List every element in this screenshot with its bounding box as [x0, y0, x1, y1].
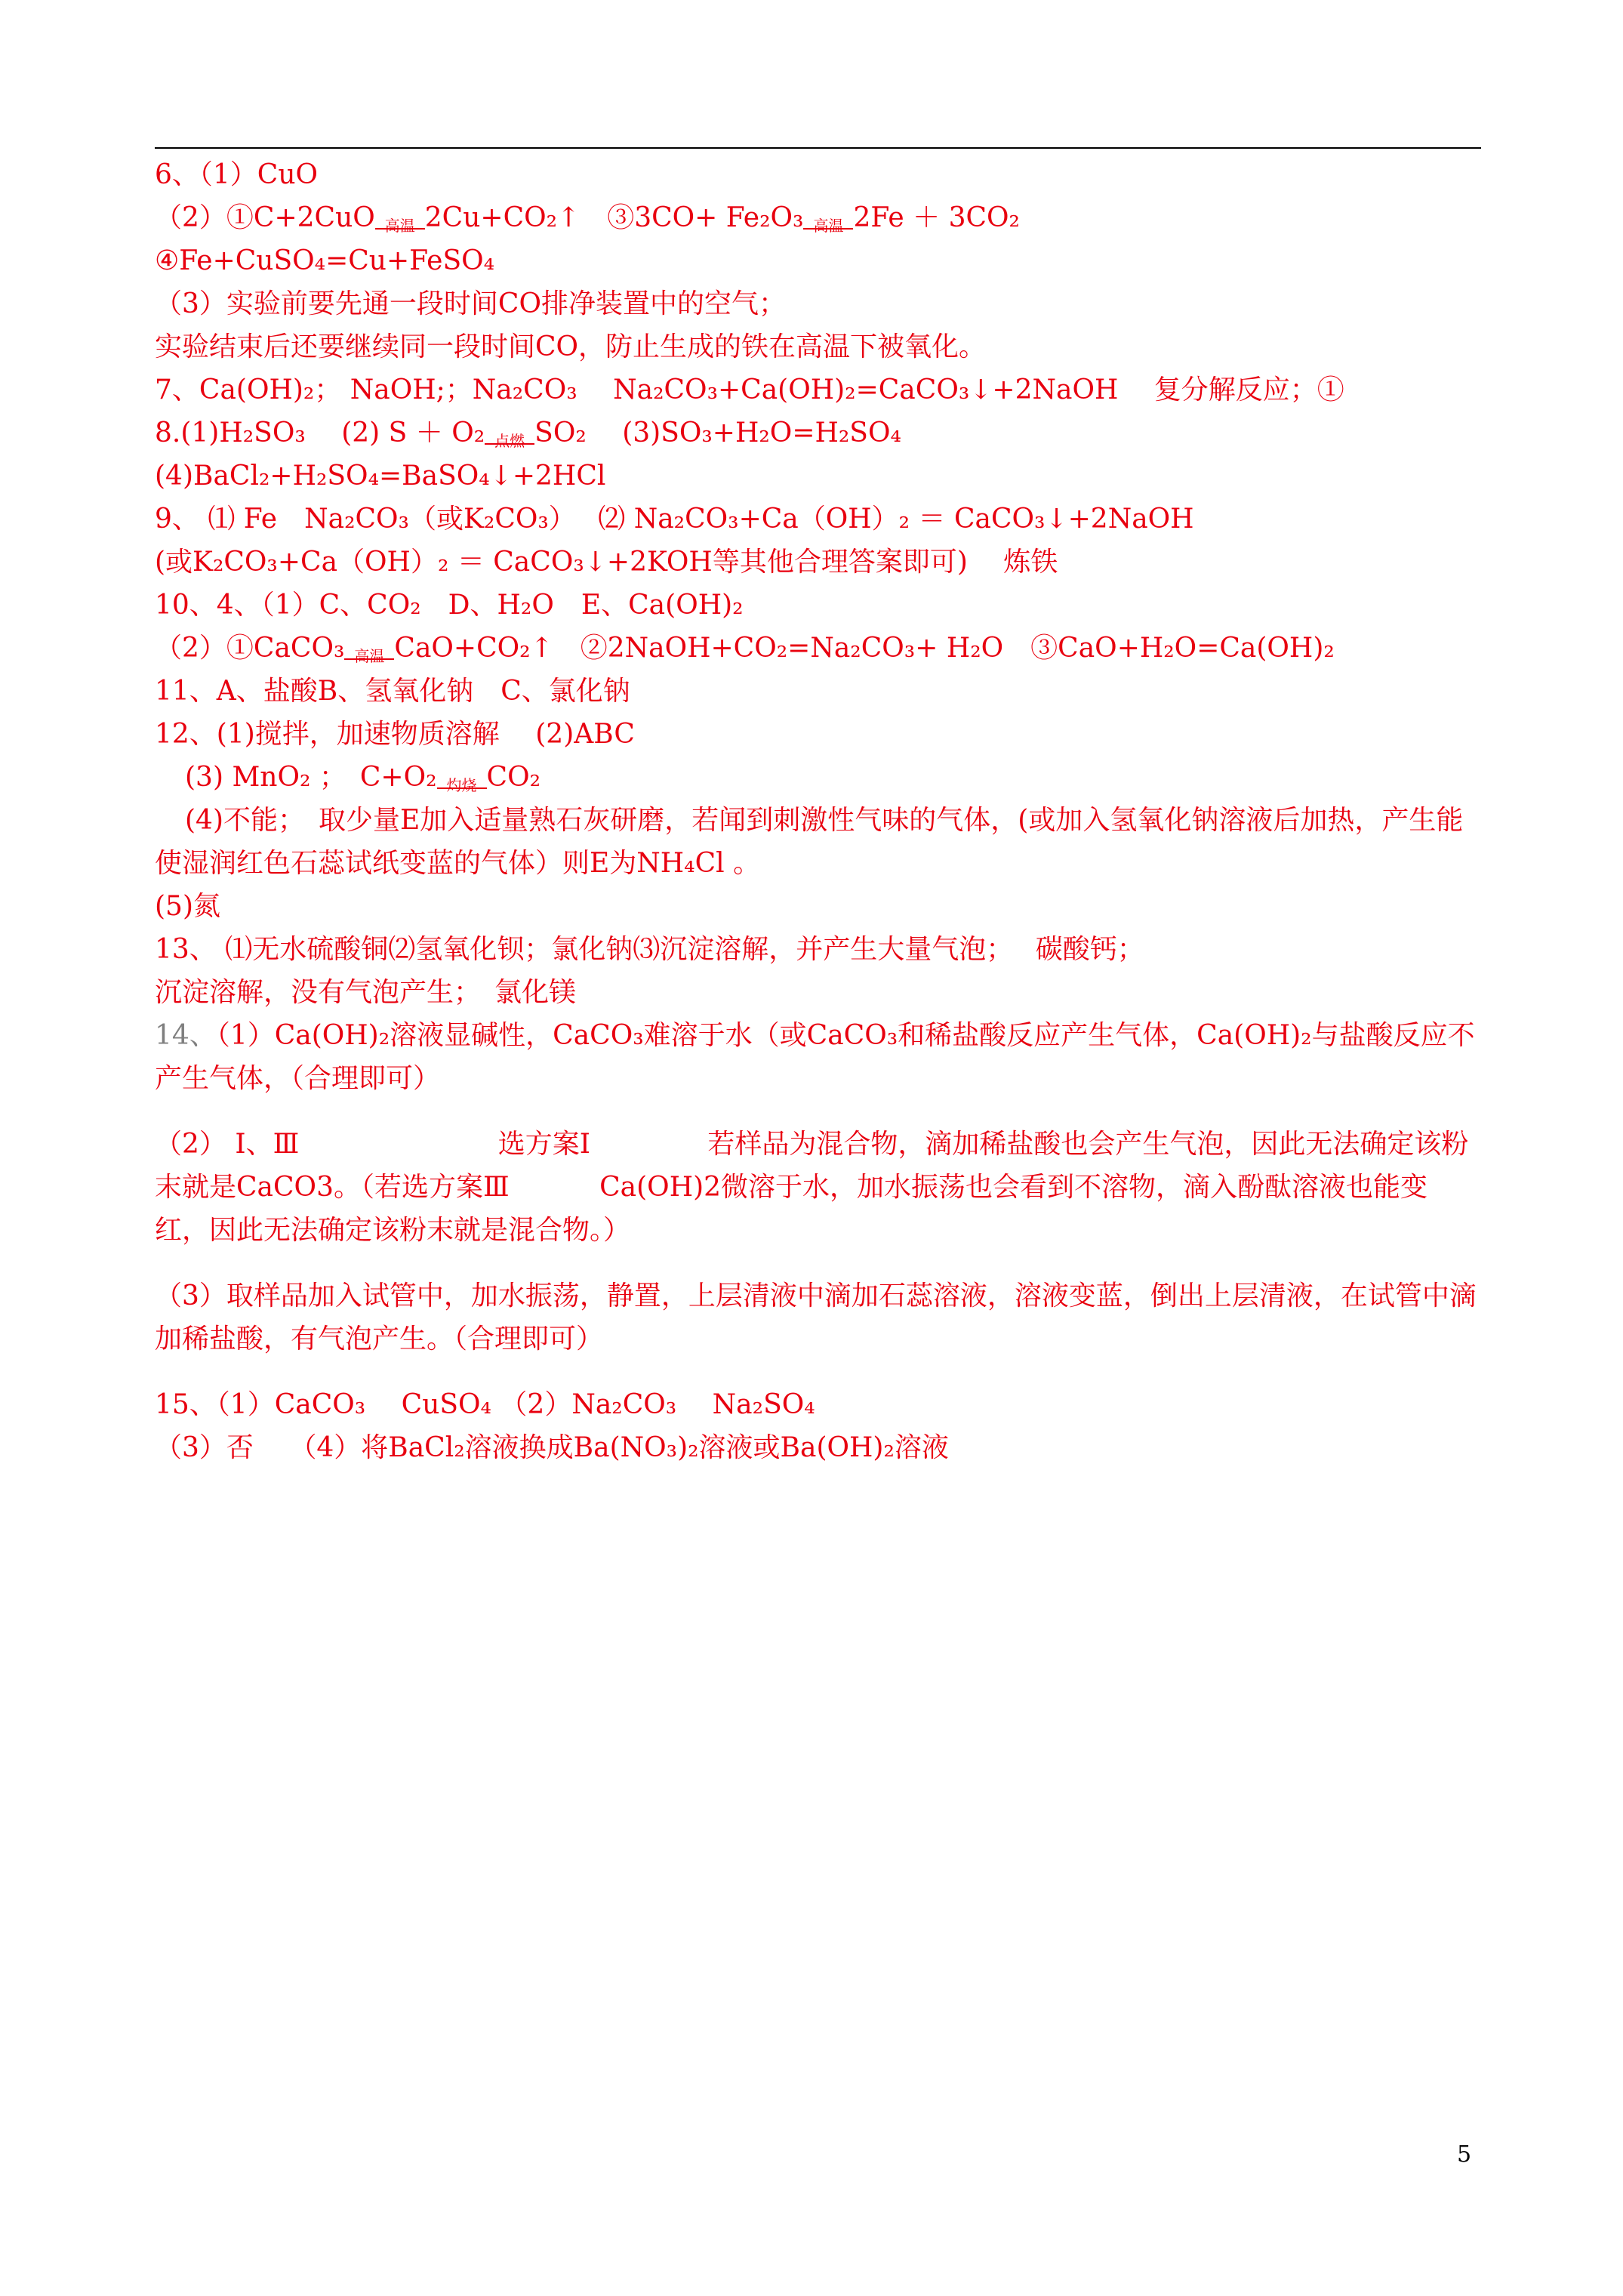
answer-15: 15、（1）CaCO₃ CuSO₄ （2）Na₂CO₃ Na₂SO₄: [155, 1389, 815, 1420]
answer-13-cont: 沉淀溶解，没有气泡产生； 氯化镁: [155, 977, 577, 1008]
answer-11: 11、A、盐酸B、氢氧化钠 C、氯化钠: [155, 676, 630, 707]
answer-8-4: (4)BaCl₂+H₂SO₄=BaSO₄↓+2HCl: [155, 461, 606, 492]
answer-6-3: （3）实验前要先通一段时间CO排净装置中的空气；: [155, 288, 786, 319]
answer-text: [155, 153, 1481, 1469]
answer-14-3: （3）取样品加入试管中，加水振荡，静置，上层清液中滴加石蕊溶液，溶液变蓝，倒出上层清液，在试管中滴加稀盐酸，有气泡产生。（合理即可）: [155, 1281, 1477, 1354]
page-number: 5: [1457, 2141, 1472, 2168]
reaction-condition: 点燃: [485, 440, 534, 442]
answer-12: 12、(1)搅拌，加速物质溶解 (2)ABC: [155, 719, 635, 750]
answer-6-4: ④Fe+CuSO₄=Cu+FeSO₄: [155, 245, 495, 276]
answer-10: 10、4、（1）C、CO₂ D、H₂O E、Ca(OH)₂: [155, 590, 744, 621]
answer-14-1: 14、（1）Ca(OH)₂溶液显碱性，CaCO₃难溶于水（或CaCO₃和稀盐酸反应产生气体，Ca(OH)₂与盐酸反应不产生气体，（合理即可）: [155, 1020, 1475, 1094]
reaction-condition: 高温: [375, 225, 425, 227]
answer-12-5: (5)氮: [155, 891, 220, 922]
answer-12-4: (4)不能； 取少量E加入适量熟石灰研磨，若闻到刺激性气味的气体，(或加入氢氧化钠溶液后加热，产生能使湿润红色石蕊试纸变蓝的气体）则E为NH₄Cl 。: [155, 805, 1464, 879]
answer-15-cont: （3）否 （4）将BaCl₂溶液换成Ba(NO₃)₂溶液或Ba(OH)₂溶液: [155, 1432, 949, 1463]
answer-8: 8.(1)H₂SO₃ (2) S ＋ O₂ 点燃 SO₂ (3)SO₃+H₂O=H₂SO₄: [155, 418, 901, 450]
reaction-condition: 灼烧: [437, 784, 487, 786]
reaction-condition: 高温: [803, 225, 853, 227]
reaction-condition: 高温: [344, 655, 394, 657]
answer-12-3: (3) MnO₂ ； C+O₂ 灼烧 CO₂: [185, 762, 541, 794]
answer-9-cont: (或K₂CO₃+Ca（OH）₂ ＝ CaCO₃↓+2KOH等其他合理答案即可) 炼铁: [155, 547, 1058, 578]
answer-6-2: （2）①C+2CuO 高温 2Cu+CO₂↑ ③3CO+ Fe₂O₃ 高温 2Fe ＋ 3CO₂: [155, 202, 1020, 235]
answer-7: 7、Ca(OH)₂； NaOH;；Na₂CO₃ Na₂CO₃+Ca(OH)₂=CaCO₃↓+2NaOH 复分解反应；①: [155, 374, 1344, 405]
answer-14-2: （2） Ⅰ、Ⅲ 选方案Ⅰ 若样品为混合物，滴加稀盐酸也会产生气泡，因此无法确定该粉末就是CaCO3。（若选方案Ⅲ Ca(OH)2微溶于水，加水振荡也会看到不溶物，滴入酚酞溶液也能变红，因此无法确定该粉末就是混合物。）: [155, 1129, 1469, 1246]
answer-6-1: 6、（1）CuO: [155, 159, 319, 190]
answer-13: 13、 ⑴无水硫酸铜⑵氢氧化钡；氯化钠⑶沉淀溶解，并产生大量气泡； 碳酸钙；: [155, 934, 1144, 965]
answer-10-2: （2）①CaCO₃ 高温 CaO+CO₂↑ ②2NaOH+CO₂=Na₂CO₃+ H₂O ③CaO+H₂O=Ca(OH)₂: [155, 633, 1335, 665]
answer-9: 9、 ⑴ Fe Na₂CO₃（或K₂CO₃） ⑵ Na₂CO₃+Ca（OH）₂ ＝ CaCO₃↓+2NaOH: [155, 504, 1194, 535]
header-rule: [155, 147, 1481, 149]
answer-6-3-cont: 实验结束后还要继续同一段时间CO，防止生成的铁在高温下被氧化。: [155, 331, 987, 362]
